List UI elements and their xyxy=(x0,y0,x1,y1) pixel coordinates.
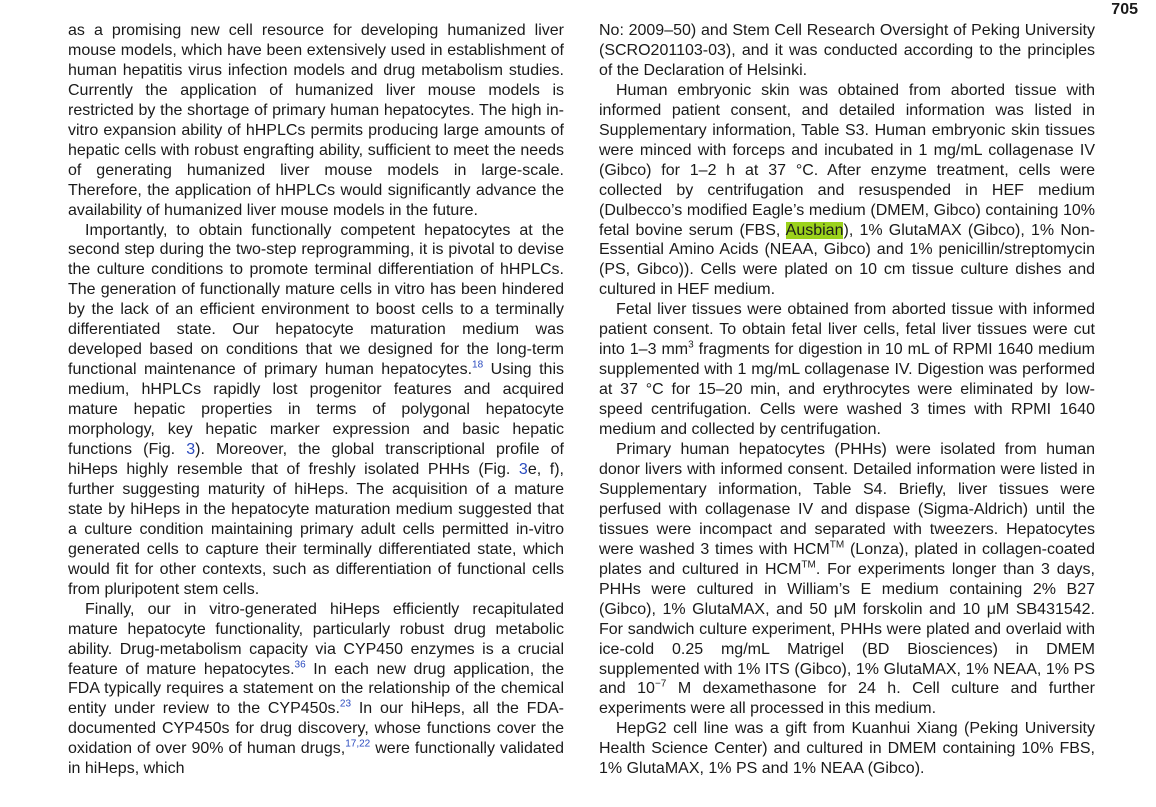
left-column xyxy=(68,21,564,779)
highlighted-word: Ausbian xyxy=(785,221,844,239)
paragraph-text: ). Moreover, the global transcriptional profile of hiHeps highly resemble that of freshly isolated PHHs (Fig. xyxy=(68,441,564,478)
trademark-superscript: TM xyxy=(801,559,816,571)
exponent-superscript: −7 xyxy=(654,679,667,691)
paragraph-culture-conditions xyxy=(68,221,564,600)
figure-link[interactable]: 3 xyxy=(186,441,196,459)
citation-link[interactable]: 36 xyxy=(294,659,306,671)
paragraph-text: e, f), further suggesting maturity of hiHeps. The acquisition of a mature state by hiHeps in the hepatocyte maturation medium suggested that a culture condition maintaining primary adult cells permitted in-vitro generated cells to capture their terminally differentiated state, which would fit for other contexts, such as differentiation of functional cells from pluripotent stem cells. xyxy=(68,460,564,598)
paragraph-embryonic-skin xyxy=(599,81,1095,300)
paragraph-text: fragments for digestion in 10 mL of RPMI 1640 medium supplemented with 1 mg/mL collagenase IV. Digestion was performed at 37 °C for 15–20 min, and erythrocytes were eliminated by low-speed centrifugation. Cells were washed 3 times with RPMI 1640 medium and collected by centrifugation. xyxy=(599,341,1095,439)
paragraph-text: In each new drug application, the FDA typically requires a statement on the relationship of the chemical entity under review to the CYP450s. xyxy=(68,660,564,718)
paragraph-drug-metabolism xyxy=(68,600,564,780)
page-number: 705 xyxy=(1111,1,1138,18)
paragraph-text: Using this medium, hHPLCs rapidly lost progenitor features and acquired mature hepatic properties in terms of polygonal hepatocyte morphology, key hepatic marker expression and basic hepatic functions (Fig. xyxy=(68,361,564,459)
paragraph-text: Human embryonic skin was obtained from aborted tissue with informed patient consent, and detailed information was listed in Supplementary information, Table S3. Human embryonic skin tissues were minced with forceps and incubated in 1 mg/mL collagenase IV (Gibco) for 1–2 h at 37 °C. After enzyme treatment, cells were collected by centrifugation and resuspended in HEF medium (Dulbecco’s modified Eagle’s medium (DMEM, Gibco) containing 10% fetal bovine serum (FBS, xyxy=(599,81,1095,239)
figure-link[interactable]: 3 xyxy=(518,460,528,478)
paragraph-primary-hepatocytes xyxy=(599,440,1095,719)
paragraph-hepg2 xyxy=(599,719,1095,779)
paragraph-text: were functionally validated in hiHeps, which xyxy=(68,740,564,778)
paragraph-text: In our hiHeps, all the FDA-documented CYP450s for drug discovery, whose functions cover the oxidation of over 90% of human drugs, xyxy=(68,700,565,758)
right-column xyxy=(599,21,1095,779)
paragraph-text: (Lonza), plated in collagen-coated plates and cultured in HCM xyxy=(599,540,1095,578)
paragraph-fetal-liver xyxy=(599,300,1095,440)
paragraph-humanized-mouse-models xyxy=(68,21,564,221)
paragraph-text: as a promising new cell resource for developing humanized liver mouse models, which have been extensively used in establishment of human hepatitis virus infection models and drug metabolism studies. Currently the application of humanized liver mouse models is restricted by the shortage of primary human hepatocytes. The high in-vitro expansion ability of hHPLCs permits producing large amounts of hepatic cells with robust engrafting ability, sufficient to meet the needs of generating humanized liver mouse models in large-scale. Therefore, the application of hHPLCs would significantly advance the availability of humanized liver mouse models in the future. xyxy=(68,22,564,219)
citation-link[interactable]: 23 xyxy=(339,699,352,711)
paragraph-ethics-approval xyxy=(599,21,1095,81)
paragraph-text: Finally, our in vitro-generated hiHeps efficiently recapitulated mature hepatocyte functionality, particularly robust drug metabolic ability. Drug-metabolism capacity via CYP450 enzymes is a crucial feature of mature hepatocytes. xyxy=(68,600,564,678)
paragraph-text: Importantly, to obtain functionally competent hepatocytes at the second step during the two-step reprogramming, it is pivotal to devise the culture conditions to promote terminal differentiation of hHPLCs. The generation of functionally mature cells in vitro has been hindered by the lack of an efficient environment to boost cells to a terminally differentiated state. Our hepatocyte maturation medium was developed based on conditions that we designed for the long-term functional maintenance of primary human hepatocytes. xyxy=(68,221,564,379)
paragraph-text: No: 2009–50) and Stem Cell Research Oversight of Peking University (SCRO201103-03), and it was conducted according to the principles of the Declaration of Helsinki. xyxy=(599,22,1095,79)
superscript: 3 xyxy=(688,339,694,351)
paragraph-text: Fetal liver tissues were obtained from aborted tissue with informed patient consent. To obtain fetal liver cells, fetal liver tissues were cut into 1–3 mm xyxy=(599,301,1095,359)
paragraph-text: . For experiments longer than 3 days, PHHs were cultured in William’s E medium containing 2% B27 (Gibco), 1% GlutaMAX, and 50 μM forskolin and 10 μM SB431542. For sandwich culture experiment, PHHs were plated and overlaid with ice-cold 0.25 mg/mL Matrigel (BD Biosciences) in DMEM supplemented with 1% ITS (Gibco), 1% GlutaMAX, 1% NEAA, 1% PS and 10 xyxy=(599,560,1096,698)
citation-link[interactable]: 17,22 xyxy=(345,738,371,750)
paragraph-text: M dexamethasone for 24 h. Cell culture and further experiments were all processed in this medium. xyxy=(599,680,1096,718)
trademark-superscript: TM xyxy=(829,539,845,551)
paragraph-text: ), 1% GlutaMAX (Gibco), 1% Non-Essential Amino Acids (NEAA, Gibco) and 1% penicillin/streptomycin (PS, Gibco)). Cells were plated on 10 cm tissue culture dishes and cultured in HEF medium. xyxy=(599,221,1095,299)
citation-link[interactable]: 18 xyxy=(472,359,484,371)
paragraph-text: Primary human hepatocytes (PHHs) were isolated from human donor livers with informed consent. Detailed information were listed in Supplementary information, Table S4. Briefly, liver tissues were perfused with collagenase IV and dispase (Sigma-Aldrich) until the tissues were incompact and separated with tweezers. Hepatocytes were washed 3 times with HCM xyxy=(599,441,1095,558)
paragraph-text: HepG2 cell line was a gift from Kuanhui Xiang (Peking University Health Science Center) and cultured in DMEM containing 10% FBS, 1% GlutaMAX, 1% PS and 1% NEAA (Gibco). xyxy=(599,720,1095,778)
